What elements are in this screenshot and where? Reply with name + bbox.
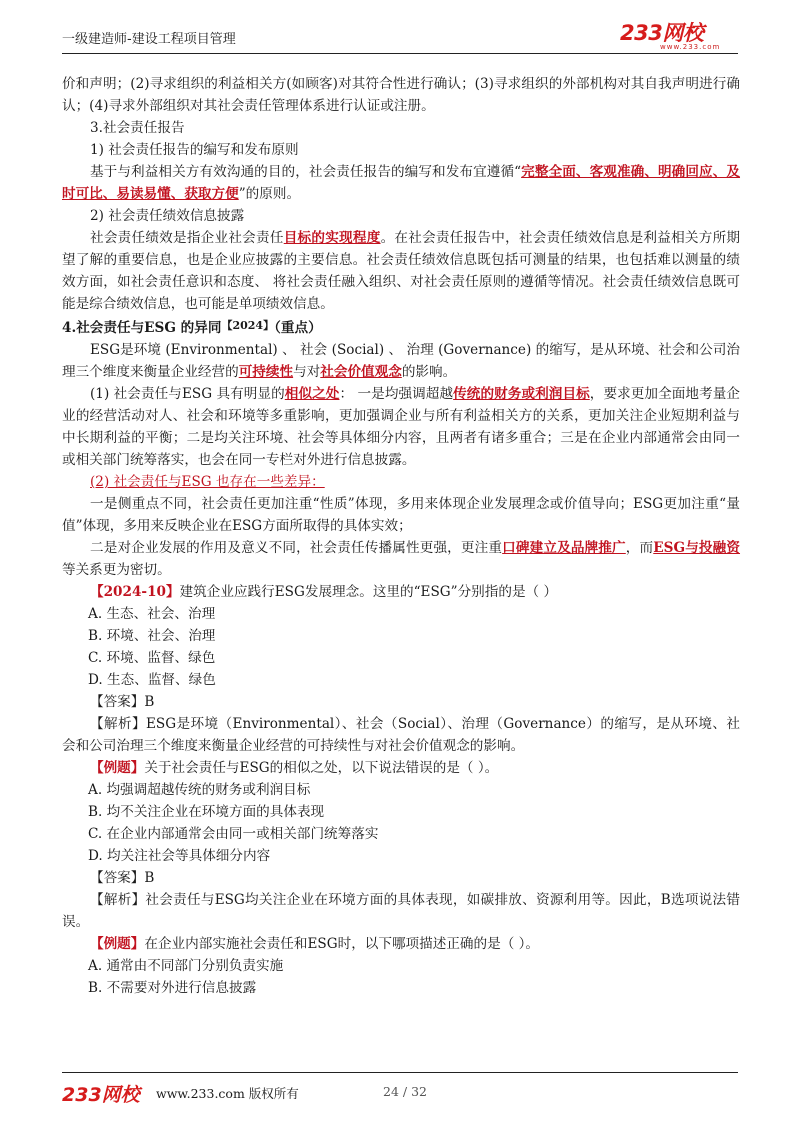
answer: 【答案】B — [90, 694, 155, 710]
paragraph: (1) 社会责任与ESG 具有明显的相似之处： 一是均强调超越传统的财务或利润目标，要求更加全面地考量企业的经营活动对人、社会和环境等多重影响，更加强调企业与所有利益相关方的关系，更加关注企业短期利益与中长期利益的平衡；二是均关注环境、社会等具体细分内容，且两者有诸多重合；三是在企业内部通常会由同一或相关部门统筹落实，也会在同一专栏对外进行信息披露。 — [62, 386, 741, 468]
subsection-heading: 1) 社会责任报告的编写和发布原则 — [90, 142, 299, 158]
paragraph: 社会责任绩效是指企业社会责任目标的实现程度。在社会责任报告中，社会责任绩效信息是利益相关方所期望了解的重要信息，也是企业应披露的主要信息。社会责任绩效信息既包括可测量的结果，也包括难以测量的绩效方面，如社会责任意识和态度、 将社会责任融入组织、对社会责任原则的遵循等情况。社会责任绩效信息既可能是综合绩效信息，也可能是单项绩效信息。 — [62, 230, 741, 312]
question-1: 【2024-10】建筑企业应践行ESG发展理念。这里的“ESG”分别指的是（ ） — [90, 584, 558, 600]
explanation: 【解析】社会责任与ESG均关注企业在环境方面的具体表现，如碳排放、资源利用等。因此，B选项说法错误。 — [62, 892, 740, 930]
subsection-heading: 2) 社会责任绩效信息披露 — [90, 208, 245, 224]
paragraph: 基于与利益相关方有效沟通的目的，社会责任报告的编写和发布宜遵循“完整全面、客观准确、明确回应、及时可比、易读易懂、获取方便”的原则。 — [62, 164, 741, 202]
logo-text: 233网校 — [620, 21, 704, 45]
paragraph: 二是对企业发展的作用及意义不同，社会责任传播属性更强，更注重口碑建立及品牌推广，而ESG与投融资等关系更为密切。 — [62, 540, 741, 578]
paragraph: ESG是环境 (Environmental) 、 社会 (Social) 、 治理 (Governance) 的缩写，是从环境、社会和公司治理三个维度来衡量企业经营的可持续性与对社会价值观念的影响。 — [62, 342, 740, 380]
option: D. 生态、监督、绿色 — [88, 672, 216, 688]
question-3: 【例题】在企业内部实施社会责任和ESG时，以下哪项描述正确的是（ ）。 — [90, 936, 540, 952]
highlight: 传统的财务或利润目标 — [453, 386, 590, 402]
header-divider — [62, 53, 738, 54]
question-2: 【例题】关于社会责任与ESG的相似之处，以下说法错误的是（ ）。 — [90, 760, 499, 776]
highlight: 社会价值观念 — [320, 364, 402, 380]
option: C. 环境、监督、绿色 — [88, 650, 216, 666]
question-tag: 【例题】 — [90, 760, 145, 776]
section-heading: 4.社会责任与ESG 的异同$^{【2024】}$（重点） — [62, 319, 322, 336]
footer-copyright: www.233.com 版权所有 — [156, 1086, 299, 1101]
highlight: ESG与投融资 — [653, 540, 741, 556]
section-heading: 3.社会责任报告 — [90, 120, 185, 136]
document-body — [62, 73, 740, 999]
option: B. 不需要对外进行信息披露 — [88, 980, 257, 996]
footer-divider — [62, 1072, 738, 1073]
difference-heading: (2) 社会责任与ESG 也存在一些差异： — [90, 474, 325, 490]
question-tag: 【2024-10】 — [90, 584, 180, 600]
option: D. 均关注社会等具体细分内容 — [88, 848, 271, 864]
document-header-title: 一级建造师-建设工程项目管理 — [62, 32, 236, 47]
paragraph: 一是侧重点不同，社会责任更加注重“性质”体现，多用来体现企业发展理念或价值导向；ESG更加注重“量值”体现，多用来反映企业在ESG方面所取得的具体实效； — [62, 496, 740, 534]
footer-logo: 233网校 — [62, 1084, 140, 1106]
option: C. 在企业内部通常会由同一或相关部门统筹落实 — [88, 826, 379, 842]
highlight: 口碑建立及品牌推广 — [502, 540, 626, 556]
highlight: 可持续性 — [238, 364, 294, 380]
highlight: 目标的实现程度 — [283, 230, 381, 246]
option: B. 环境、社会、治理 — [88, 628, 216, 644]
highlight: 完整全面、客观准确、明确回应、及时可比、易读易懂、获取方便 — [62, 164, 741, 202]
option: A. 均强调超越传统的财务或利润目标 — [88, 782, 311, 798]
paragraph: 价和声明；(2)寻求组织的利益相关方(如顾客)对其符合性进行确认；(3)寻求组织的外部机构对其自我声明进行确认；(4)寻求外部组织对其社会责任管理体系进行认证或注册。 — [62, 76, 740, 114]
explanation: 【解析】ESG是环境（Environmental）、社会（Social）、治理（Governance）的缩写，是从环境、社会和公司治理三个维度来衡量企业经营的可持续性与对社会价值观念的影响。 — [62, 716, 740, 754]
logo-url: www.233.com — [660, 43, 721, 51]
option: B. 均不关注企业在环境方面的具体表现 — [88, 804, 325, 820]
page-number: 24 / 32 — [383, 1084, 427, 1099]
year-tag: 【2024】 — [221, 319, 275, 332]
highlight: 相似之处 — [284, 386, 340, 402]
option: A. 生态、社会、治理 — [88, 606, 216, 622]
answer: 【答案】B — [90, 870, 155, 886]
question-tag: 【例题】 — [90, 936, 145, 952]
option: A. 通常由不同部门分别负责实施 — [88, 958, 284, 974]
brand-logo — [620, 22, 730, 50]
